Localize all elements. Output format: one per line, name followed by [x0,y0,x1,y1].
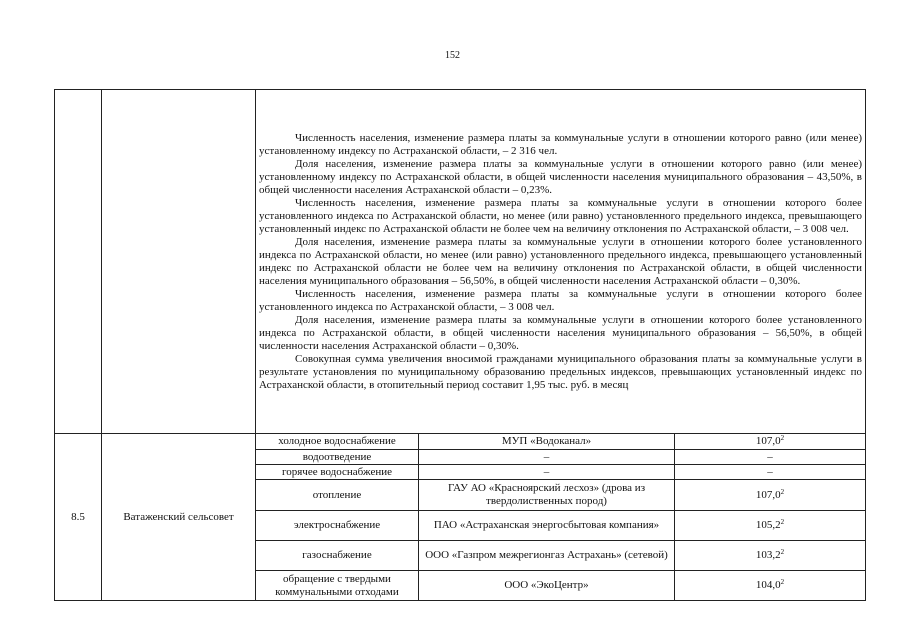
service-name: отопление [256,480,419,511]
provider-name: МУП «Водоканал» [419,434,675,450]
footnote-mark: 2 [780,518,785,526]
service-name: водоотведение [256,450,419,465]
index-value: 107,0 [755,435,781,447]
text-paragraph: Совокупная сумма увеличения вносимой гражданами муниципального образования платы за коммунальные услуги в результате установления по муниципальному образованию предельных индексов, превышающих установленный индекс по Астраханской области, в отопительный период составит 1,95 тыс. руб. в месяц [259,352,862,391]
index-value-cell [675,465,866,480]
service-name: газоснабжение [256,541,419,571]
table-row [55,434,866,450]
text-paragraph: Численность населения, изменение размера платы за коммунальные услуги в отношении которого равно (или менее) установленному индексу по Астраханской области, – 2 316 чел. [259,131,862,157]
index-value: – [767,450,773,463]
settlement-name: Ватаженский сельсовет [102,434,256,601]
index-value-cell [675,541,866,571]
text-paragraph: Численность населения, изменение размера платы за коммунальные услуги в отношении которого более установленного индекса по Астраханской области, – 3 008 чел. [259,287,862,313]
provider-name: – [419,450,675,465]
empty-number-cell [55,90,102,434]
text-row [55,90,866,434]
index-value: 105,2 [755,519,781,531]
provider-name: ПАО «Астраханская энергосбытовая компания» [419,511,675,541]
index-value-cell [675,450,866,465]
tariff-table [54,89,866,601]
index-value: 104,0 [755,579,781,591]
empty-name-cell [102,90,256,434]
text-paragraph: Доля населения, изменение размера платы за коммунальные услуги в отношении которого более установленного индекса по Астраханской области, но менее (или равно) установленного предельного индекса, превышающего установленный индекс по Астраханской области не более чем на величину отклонения по Астраханской области, в общей численности населения муниципального образования – 56,50%, в общей численности населения Астраханской области – 0,30%. [259,235,862,287]
service-name: электроснабжение [256,511,419,541]
service-name: обращение с твердыми коммунальными отходами [256,571,419,601]
index-value-cell [675,571,866,601]
population-text-cell [256,90,866,434]
index-value-cell [675,511,866,541]
index-value-cell [675,480,866,511]
text-paragraph: Доля населения, изменение размера платы за коммунальные услуги в отношении которого более установленного индекса по Астраханской области, в общей численности населения муниципального образования – 56,50%, в общей численности населения Астраханской области – 0,30%. [259,313,862,352]
service-name: холодное водоснабжение [256,434,419,450]
index-value-cell [675,434,866,450]
service-name: горячее водоснабжение [256,465,419,480]
index-value: 103,2 [755,549,781,561]
provider-name: ГАУ АО «Красноярский лесхоз» (дрова из твердолиственных пород) [419,480,675,511]
text-paragraph: Численность населения, изменение размера платы за коммунальные услуги в отношении которого более установленного индекса по Астраханской области, но менее (или равно) установленного предельного индекса, превышающего установленный индекс по Астраханской области не более чем на величину отклонения по Астраханской области, – 3 008 чел. [259,196,862,235]
provider-name: ООО «ЭкоЦентр» [419,571,675,601]
footnote-mark: 2 [780,434,785,442]
footnote-mark: 2 [780,548,785,556]
index-value: – [767,465,773,478]
section-number: 8.5 [55,434,102,601]
footnote-mark: 2 [780,487,785,496]
provider-name: – [419,465,675,480]
footnote-mark: 2 [780,578,785,586]
text-paragraph: Доля населения, изменение размера платы за коммунальные услуги в отношении которого равно (или менее) установленному индексу по Астраханской области, в общей численности населения муниципального образования – 43,50%, в общей численности населения Астраханской области – 0,23%. [259,157,862,196]
page-number: 152 [445,50,460,61]
index-value: 107,0 [755,488,781,501]
provider-name: ООО «Газпром межрегионгаз Астрахань» (сетевой) [419,541,675,571]
